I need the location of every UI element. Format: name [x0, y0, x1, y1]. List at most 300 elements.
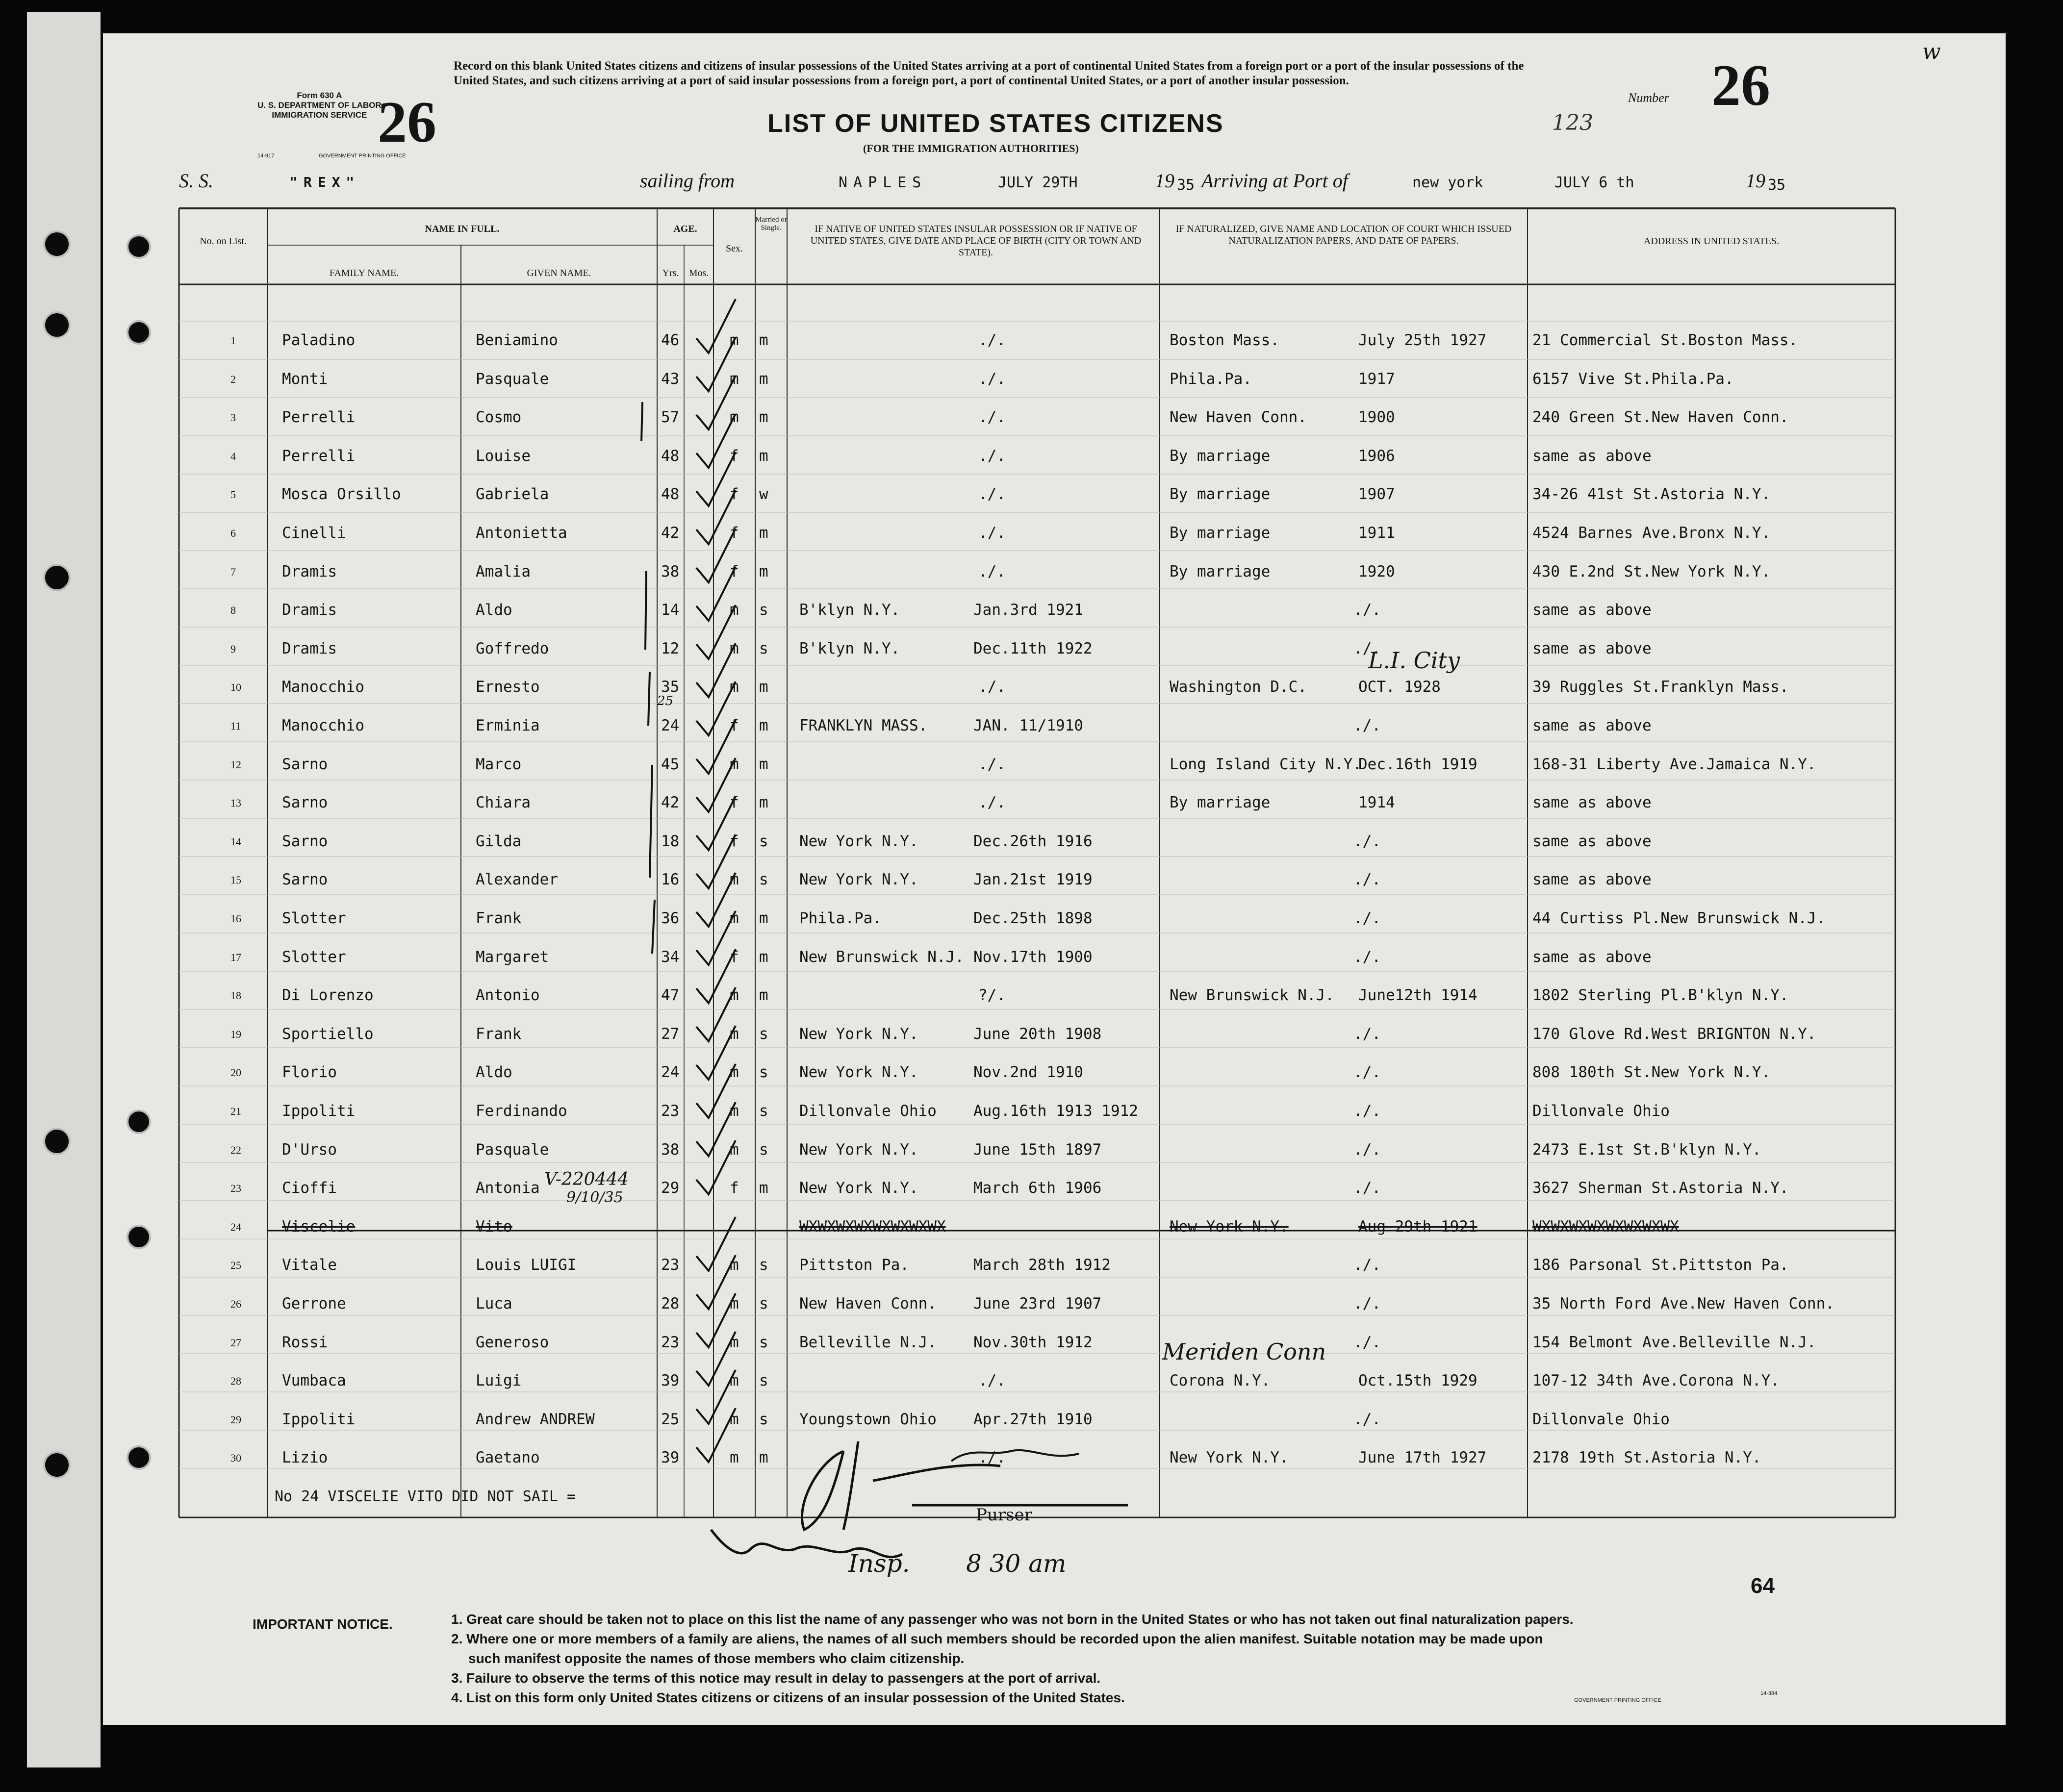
age-years: 42: [661, 794, 680, 812]
us-address: same as above: [1532, 832, 1652, 850]
naturalization-date: ./.: [1353, 601, 1381, 619]
family-name: Sportiello: [282, 1025, 374, 1043]
birth-date: ./.: [978, 370, 1006, 388]
marital-status: m: [759, 678, 768, 696]
family-name: Vumbaca: [282, 1372, 346, 1390]
sex: f: [730, 562, 739, 581]
naturalization-court: By marriage: [1170, 794, 1271, 812]
inspector-time: 8 30 am: [966, 1549, 1067, 1578]
sex: f: [730, 485, 739, 504]
marital-status: s: [759, 1333, 768, 1351]
age-years: 23: [661, 1256, 680, 1274]
sex: m: [730, 639, 739, 657]
row-number: 4: [230, 450, 236, 462]
birth-place: New Brunswick N.J.: [799, 948, 964, 966]
birth-place: Dillonvale Ohio: [799, 1102, 937, 1120]
row-23-note: V-220444: [544, 1169, 629, 1189]
sex: m: [730, 1025, 739, 1043]
us-address: 3627 Sherman St.Astoria N.Y.: [1532, 1179, 1789, 1197]
given-name: Louise: [476, 447, 531, 465]
naturalization-court: Corona N.Y.: [1170, 1372, 1271, 1390]
naturalization-date: ./.: [1353, 1140, 1381, 1159]
row-number: 3: [230, 411, 236, 424]
form-number: Form 630 A: [297, 91, 342, 100]
marital-status: m: [759, 717, 768, 734]
birth-date: June 23rd 1907: [973, 1295, 1102, 1312]
given-name: Alexander: [476, 871, 558, 889]
given-name: Ferdinando: [476, 1102, 567, 1120]
sex: f: [730, 794, 739, 812]
family-name: Vitale: [282, 1256, 337, 1274]
marital-status: s: [759, 1410, 768, 1428]
naturalization-court: New Brunswick N.J.: [1170, 986, 1334, 1005]
marital-status: s: [759, 871, 768, 889]
given-name: Antonietta: [476, 524, 567, 542]
given-name: Frank: [476, 1025, 522, 1043]
naturalization-court: New Haven Conn.: [1170, 408, 1307, 427]
birth-date: Nov.2nd 1910: [973, 1063, 1083, 1082]
marital-status: m: [759, 331, 768, 349]
age-years: 35: [661, 678, 680, 696]
marital-status: s: [759, 1102, 768, 1120]
family-name: Dramis: [282, 562, 337, 581]
birth-place: Youngstown Ohio: [799, 1410, 937, 1428]
birth-date: ./.: [978, 1372, 1006, 1390]
notice-item-4: 4. List on this form only United States citizens or citizens of an insular possession of the United States.: [451, 1690, 1125, 1705]
given-name: Luigi: [476, 1372, 522, 1390]
printing-office-label: GOVERNMENT PRINTING OFFICE: [319, 153, 406, 159]
given-name: Cosmo: [476, 408, 522, 427]
age-years: 34: [661, 948, 680, 966]
form-instructions: Record on this blank United States citizens and citizens of insular possessions of the United States arriving at a port of continental United States from a foreign port or a port of the insular possessions of the United States, and such citizens arriving at a port of said insular possessions from a foreign port, a port of continental United States, or a port of another insular possession.: [454, 59, 1524, 87]
corner-mark: w: [1922, 39, 1941, 64]
age-years: 42: [661, 524, 680, 542]
birth-place: New York N.Y.: [799, 1179, 918, 1197]
row-number: 6: [230, 527, 236, 539]
family-name: Slotter: [282, 948, 346, 966]
age-years: 12: [661, 639, 680, 657]
birth-date: ./.: [978, 678, 1006, 696]
naturalization-date: 1920: [1358, 562, 1395, 581]
us-address: Dillonvale Ohio: [1532, 1410, 1670, 1428]
sex: m: [730, 370, 739, 388]
row-number: 30: [230, 1452, 241, 1464]
age-years: 46: [661, 331, 680, 349]
age-years: 23: [661, 1333, 680, 1351]
family-name: Dramis: [282, 639, 337, 657]
sailing-from-label: sailing from: [640, 170, 735, 192]
family-name: Gerrone: [282, 1295, 346, 1312]
naturalization-date: ./.: [1353, 639, 1381, 657]
birth-date: ./.: [978, 408, 1006, 427]
marital-status: m: [759, 1179, 768, 1197]
naturalization-date: ./.: [1353, 1179, 1381, 1197]
naturalization-date: ./.: [1353, 1333, 1381, 1351]
marital-status: s: [759, 1256, 768, 1274]
us-address: 430 E.2nd St.New York N.Y.: [1532, 562, 1771, 581]
us-address: same as above: [1532, 639, 1652, 657]
family-name: Monti: [282, 370, 328, 388]
marital-status: m: [759, 755, 768, 773]
print-code: 14-917: [257, 153, 275, 159]
arrival-year-prefix: 19: [1746, 170, 1765, 192]
marital-status: s: [759, 832, 768, 850]
sex: m: [730, 601, 739, 619]
age-years: 14: [661, 601, 680, 619]
given-name: Generoso: [476, 1333, 549, 1351]
birth-date: ./.: [978, 794, 1006, 812]
given-name: Louis LUIGI: [476, 1256, 577, 1274]
birth-place: Phila.Pa.: [799, 909, 882, 927]
marital-status: m: [759, 909, 768, 927]
us-address: same as above: [1532, 871, 1652, 889]
us-address: same as above: [1532, 447, 1652, 465]
marital-status: s: [759, 1372, 768, 1390]
col-mos-header: Mos.: [688, 268, 709, 278]
naturalization-date: ./.: [1353, 1025, 1381, 1043]
marital-status: m: [759, 408, 768, 427]
birth-place: WXWXWXWXWXWXWXWX: [799, 1217, 946, 1236]
age-years: 29: [661, 1179, 680, 1197]
us-address: 240 Green St.New Haven Conn.: [1532, 408, 1789, 427]
family-name: Perrelli: [282, 408, 356, 427]
notice-item-2: 2. Where one or more members of a family are aliens, the names of all such members should be recorded upon the alien manifest. Suitable notation may be made upon: [451, 1631, 1543, 1646]
us-address: WXWXWXWXWXWXWXWX: [1532, 1217, 1679, 1236]
row-number: 13: [230, 797, 241, 809]
us-address: 34-26 41st St.Astoria N.Y.: [1532, 485, 1771, 504]
court-correction-row-10: L.I. City: [1368, 647, 1460, 674]
ship-name: "REX": [289, 174, 360, 190]
naturalization-date: 1917: [1358, 370, 1395, 388]
given-name: Erminia: [476, 717, 540, 734]
row-23-date: 9/10/35: [566, 1189, 623, 1206]
us-address: same as above: [1532, 948, 1652, 966]
row-number: 9: [230, 642, 236, 655]
row-number: 17: [230, 951, 241, 963]
list-number-right: 26: [1711, 52, 1770, 118]
number-label: Number: [1628, 91, 1669, 105]
row-number: 12: [230, 758, 241, 771]
sex: f: [730, 447, 739, 465]
age-years: 47: [661, 986, 680, 1005]
given-name: Goffredo: [476, 639, 549, 657]
birth-place: New York N.Y.: [799, 1140, 918, 1159]
birth-date: ./.: [978, 562, 1006, 581]
col-married-header: Married or Single.: [755, 216, 787, 232]
sex: m: [730, 1372, 739, 1390]
family-name: Sarno: [282, 755, 328, 773]
sex: m: [730, 1410, 739, 1428]
given-name: Margaret: [476, 948, 549, 966]
naturalization-date: ./.: [1353, 1410, 1381, 1428]
family-name: D'Urso: [282, 1140, 337, 1159]
age-years: 39: [661, 1372, 680, 1390]
sex: m: [730, 1333, 739, 1351]
service-name: IMMIGRATION SERVICE: [272, 110, 367, 120]
family-name: Ippoliti: [282, 1410, 356, 1428]
us-address: 6157 Vive St.Phila.Pa.: [1532, 370, 1734, 388]
row-number: 26: [230, 1298, 241, 1310]
naturalization-court: By marriage: [1170, 447, 1271, 465]
naturalization-date: Oct.15th 1929: [1358, 1372, 1477, 1390]
row-number: 2: [230, 373, 236, 385]
given-name: Andrew ANDREW: [476, 1410, 595, 1428]
age-years: 39: [661, 1449, 680, 1467]
naturalization-date: ./.: [1353, 1295, 1381, 1312]
col-name-header: NAME IN FULL.: [425, 224, 500, 234]
us-address: 2178 19th St.Astoria N.Y.: [1532, 1449, 1761, 1467]
birth-date: Dec.26th 1916: [973, 832, 1093, 850]
given-name: Aldo: [476, 1063, 512, 1082]
family-name: Perrelli: [282, 447, 356, 465]
sex: m: [730, 331, 739, 349]
given-name: Beniamino: [476, 331, 558, 349]
ss-label: S. S.: [179, 170, 213, 192]
us-address: 107-12 34th Ave.Corona N.Y.: [1532, 1372, 1780, 1390]
us-address: 1802 Sterling Pl.B'klyn N.Y.: [1532, 986, 1789, 1005]
sex: f: [730, 1179, 739, 1197]
naturalization-date: ./.: [1353, 1256, 1381, 1274]
given-name: Ernesto: [476, 678, 540, 696]
pen-strokes: [641, 402, 655, 954]
marital-status: m: [759, 370, 768, 388]
birth-date: June 15th 1897: [973, 1140, 1102, 1159]
marital-status: m: [759, 794, 768, 812]
row-number: 25: [230, 1259, 241, 1272]
row-number: 16: [230, 912, 241, 925]
given-name: Pasquale: [476, 1140, 549, 1159]
sex: m: [730, 1295, 739, 1312]
us-address: 154 Belmont Ave.Belleville N.J.: [1532, 1333, 1816, 1351]
marital-status: m: [759, 562, 768, 581]
given-name: Gilda: [476, 832, 522, 850]
row-number: 10: [230, 681, 241, 694]
marital-status: w: [759, 485, 768, 504]
birth-place: New York N.Y.: [799, 1025, 918, 1043]
birth-date: Jan.21st 1919: [973, 871, 1093, 889]
marital-status: m: [759, 986, 768, 1005]
marital-status: s: [759, 1025, 768, 1043]
col-naturalized-header: IF NATURALIZED, GIVE NAME AND LOCATION OF COURT WHICH ISSUED NATURALIZATION PAPERS, AND DATE OF PAPERS.: [1175, 224, 1512, 246]
family-name: Lizio: [282, 1449, 328, 1467]
birth-place: Belleville N.J.: [799, 1333, 937, 1351]
naturalization-court: New York N.Y.: [1170, 1217, 1289, 1236]
row-number: 27: [230, 1336, 241, 1349]
age-years: 57: [661, 408, 680, 427]
birth-date: Dec.11th 1922: [973, 639, 1093, 657]
col-no-header: No. on List.: [200, 236, 247, 247]
birth-date: Dec.25th 1898: [973, 909, 1093, 927]
naturalization-date: ./.: [1353, 948, 1381, 966]
row-number: 28: [230, 1375, 241, 1388]
marital-status: s: [759, 639, 768, 657]
row-number: 29: [230, 1413, 241, 1426]
col-sex-header: Sex.: [726, 243, 743, 254]
marital-status: s: [759, 601, 768, 619]
sex: m: [730, 871, 739, 889]
sex: m: [730, 755, 739, 773]
age-correction-row-10: 25: [657, 694, 674, 708]
family-name: Mosca Orsillo: [282, 485, 401, 504]
age-years: 27: [661, 1025, 680, 1043]
birth-place: New Haven Conn.: [799, 1295, 937, 1312]
department-name: U. S. DEPARTMENT OF LABOR: [257, 101, 382, 110]
us-address: same as above: [1532, 794, 1652, 812]
age-years: 38: [661, 1140, 680, 1159]
naturalization-date: ./.: [1353, 871, 1381, 889]
birth-date: ./.: [978, 447, 1006, 465]
us-address: same as above: [1532, 717, 1652, 734]
us-address: 2473 E.1st St.B'klyn N.Y.: [1532, 1140, 1761, 1159]
family-name: Rossi: [282, 1333, 328, 1351]
naturalization-date: OCT. 1928: [1358, 678, 1441, 696]
family-name: Manocchio: [282, 678, 364, 696]
naturalization-court: By marriage: [1170, 562, 1271, 581]
purser-label: Purser: [976, 1505, 1032, 1525]
age-years: 18: [661, 832, 680, 850]
sex: m: [730, 1140, 739, 1159]
family-name: Manocchio: [282, 717, 364, 734]
birth-date: Aug.16th 1913 1912: [973, 1102, 1138, 1120]
sex: m: [730, 986, 739, 1005]
row-number: 15: [230, 874, 241, 886]
marital-status: m: [759, 447, 768, 465]
year-prefix: 19: [1155, 170, 1174, 192]
birth-date: ./.: [978, 755, 1006, 773]
birth-date: ./.: [978, 1449, 1006, 1467]
family-name: Florio: [282, 1063, 337, 1082]
row-number: 5: [230, 488, 236, 501]
bottom-code: 14-384: [1760, 1691, 1778, 1696]
document-subtitle: (FOR THE IMMIGRATION AUTHORITIES): [863, 142, 1079, 154]
naturalization-court: Phila.Pa.: [1170, 370, 1252, 388]
us-address: 21 Commercial St.Boston Mass.: [1532, 331, 1798, 349]
marital-status: s: [759, 1140, 768, 1159]
given-name: Chiara: [476, 794, 531, 812]
inspector-label: Insp.: [848, 1549, 910, 1578]
naturalization-date: 1911: [1358, 524, 1395, 542]
age-years: 24: [661, 1063, 680, 1082]
given-name: Marco: [476, 755, 522, 773]
naturalization-court: By marriage: [1170, 524, 1271, 542]
naturalization-court: Boston Mass.: [1170, 331, 1279, 349]
sex: f: [730, 717, 739, 734]
naturalization-court: By marriage: [1170, 485, 1271, 504]
age-years: 23: [661, 1102, 680, 1120]
birth-place: B'klyn N.Y.: [799, 639, 900, 657]
age-years: 38: [661, 562, 680, 581]
naturalization-date: ./.: [1353, 1063, 1381, 1082]
us-address: Dillonvale Ohio: [1532, 1102, 1670, 1120]
naturalization-date: 1900: [1358, 408, 1395, 427]
us-address: 186 Parsonal St.Pittston Pa.: [1532, 1256, 1789, 1274]
row-number: 19: [230, 1028, 241, 1040]
sex: f: [730, 948, 739, 966]
notice-item-1: 1. Great care should be taken not to place on this list the name of any passenger who was not born in the United States or who has not taken out final naturalization papers.: [451, 1612, 1574, 1627]
birth-date: Nov.17th 1900: [973, 948, 1093, 966]
row-number: 14: [230, 835, 241, 848]
col-yrs-header: Yrs.: [662, 268, 679, 278]
age-years: 16: [661, 871, 680, 889]
sex: m: [730, 1449, 739, 1467]
birth-place: New York N.Y.: [799, 1063, 918, 1082]
family-name: Sarno: [282, 832, 328, 850]
age-years: 48: [661, 447, 680, 465]
sex: m: [730, 1102, 739, 1120]
naturalization-date: 1906: [1358, 447, 1395, 465]
row-number: 23: [230, 1182, 241, 1195]
given-name: Gaetano: [476, 1449, 540, 1467]
naturalization-date: June 17th 1927: [1358, 1449, 1487, 1467]
col-family-header: FAMILY NAME.: [329, 268, 399, 278]
birth-date: Nov.30th 1912: [973, 1333, 1093, 1351]
family-name: Viscelie: [282, 1217, 356, 1236]
given-name: Gabriela: [476, 485, 549, 504]
row-number: 21: [230, 1105, 241, 1117]
given-name: Luca: [476, 1295, 512, 1312]
naturalization-date: June12th 1914: [1358, 986, 1477, 1005]
stamp-number: 123: [1552, 110, 1593, 135]
us-address: same as above: [1532, 601, 1652, 619]
page-code: 64: [1751, 1574, 1775, 1598]
sex: m: [730, 1256, 739, 1274]
us-address: 44 Curtiss Pl.New Brunswick N.J.: [1532, 909, 1826, 927]
arrival-port: new york: [1412, 174, 1483, 191]
naturalization-date: ./.: [1353, 832, 1381, 850]
birth-date: June 20th 1908: [973, 1025, 1102, 1043]
marital-status: m: [759, 948, 768, 966]
departure-date: JULY 29TH: [998, 174, 1078, 191]
family-name: Cinelli: [282, 524, 346, 542]
birth-date: Jan.3rd 1921: [973, 601, 1083, 619]
birth-date: March 6th 1906: [973, 1179, 1102, 1197]
sex: f: [730, 832, 739, 850]
sex: m: [730, 1063, 739, 1082]
birth-place: New York N.Y.: [799, 832, 918, 850]
birth-date: ./.: [978, 331, 1006, 349]
naturalization-date: Dec.16th 1919: [1358, 755, 1477, 773]
us-address: 4524 Barnes Ave.Bronx N.Y.: [1532, 524, 1771, 542]
not-sail-note: No 24 VISCELIE VITO DID NOT SAIL =: [275, 1488, 576, 1505]
signatures: [696, 1432, 1138, 1589]
row-number: 11: [230, 720, 241, 732]
col-given-header: GIVEN NAME.: [527, 268, 591, 278]
row-number: 22: [230, 1143, 241, 1156]
naturalization-court: Washington D.C.: [1170, 678, 1307, 696]
given-name: Vito: [476, 1217, 512, 1236]
us-address: 168-31 Liberty Ave.Jamaica N.Y.: [1532, 755, 1816, 773]
age-years: 24: [661, 717, 680, 734]
row-number: 7: [230, 565, 236, 578]
given-name: Frank: [476, 909, 522, 927]
list-number-left: 26: [378, 89, 436, 154]
sex: m: [730, 408, 739, 427]
bottom-printing-office: GOVERNMENT PRINTING OFFICE: [1574, 1697, 1661, 1703]
marital-status: m: [759, 524, 768, 542]
birth-place: New York N.Y.: [799, 871, 918, 889]
row-number: 1: [230, 334, 236, 347]
age-years: 45: [661, 755, 680, 773]
naturalization-date: July 25th 1927: [1358, 331, 1487, 349]
family-name: Ippoliti: [282, 1102, 356, 1120]
naturalization-date: ./.: [1353, 909, 1381, 927]
age-years: 43: [661, 370, 680, 388]
departure-year: 35: [1177, 177, 1195, 194]
birth-date: March 28th 1912: [973, 1256, 1111, 1274]
naturalization-date: 1907: [1358, 485, 1395, 504]
sex: f: [730, 524, 739, 542]
naturalization-date: ./.: [1353, 1102, 1381, 1120]
